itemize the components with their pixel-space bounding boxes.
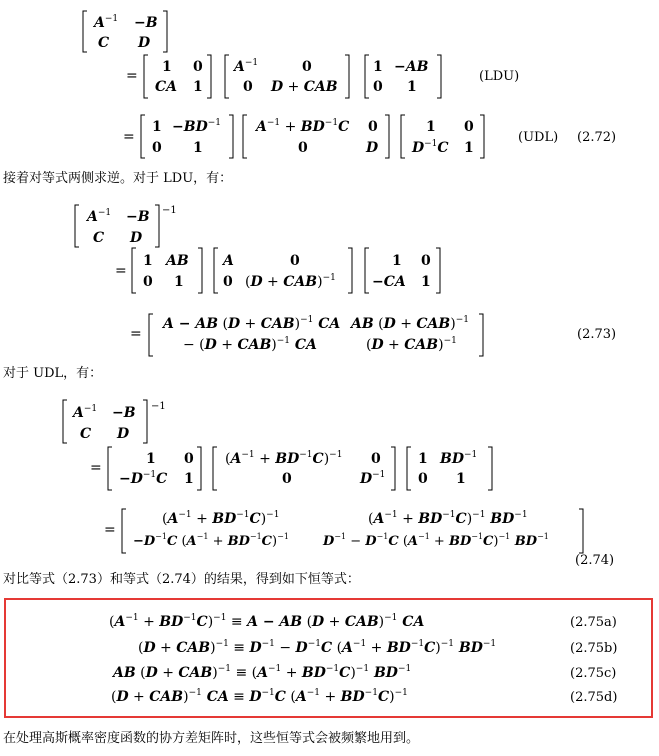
paragraph-udl-intro: 对于 UDL，有： [3, 366, 103, 381]
svg-text:0: 0 [282, 471, 292, 487]
svg-text:−D−1C (A−1 + BD−1C)−1: $-D^{-1}C$ $(A^{-1} + BD^{-1}C)^{-1}$ [133, 532, 289, 549]
svg-text:0: 0 [302, 59, 312, 75]
svg-text:=: = [115, 263, 127, 279]
svg-text:=: = [90, 460, 102, 476]
svg-text:(A−1 + BD−1C)−1: $(A^{-1} + BD^{-1}C)^{-1}$ [162, 510, 280, 527]
svg-text:0: 0 [368, 119, 378, 135]
svg-text:1: 1 [421, 274, 431, 290]
bracket-l [83, 11, 87, 52]
svg-text:A − AB (D + CAB)−1 CA: A − AB (D + CAB)$^{-1}$ CA [163, 315, 341, 332]
svg-text:A−1: $A^{-1}$ [234, 58, 259, 75]
math-token: $A^{-1}$ [94, 14, 119, 31]
svg-text:−BD−1: $-BD^{-1}$ [172, 118, 221, 135]
svg-text:−B: −B [112, 405, 136, 421]
svg-text:−B: −B [126, 209, 150, 225]
svg-text:D: D [366, 140, 379, 156]
svg-text:−AB: −AB [394, 59, 429, 75]
svg-text:A: A [223, 253, 234, 269]
tag-eq-2-74: (2.74) [575, 553, 615, 568]
svg-text:0: 0 [371, 451, 381, 467]
svg-text:A−1: $A^{-1}$ [87, 208, 112, 225]
svg-text:C: C [80, 426, 92, 442]
svg-text:D−1: $D^{-1}$ [360, 470, 386, 487]
tag-eq-2-72: (2.72) [577, 130, 617, 145]
svg-text:AB (D + CAB)−1 ≡ (A−1 + BD−1C): AB $(D + CAB)^{-1} \equiv (A^{-1} + BD^{-1}C)^{-1}$ $BD^{-1}$ [113, 664, 412, 681]
svg-text:(A−1 + BD−1C)−1 ≡ A − AB (D +: $(A^{-1} + BD^{-1}C)^{-1} \equiv A$ − AB (D + CAB)$^{-1}$ CA [109, 613, 425, 630]
tag-eq-2-75d: (2.75d) [570, 690, 618, 705]
svg-text:AB: AB [166, 253, 189, 269]
svg-text:1: 1 [407, 79, 417, 95]
svg-text:=: = [126, 68, 138, 84]
svg-text:0: 0 [223, 274, 233, 290]
bracket-r [163, 11, 167, 52]
svg-text:0: 0 [418, 471, 428, 487]
svg-text:D: D [138, 35, 151, 51]
svg-text:0: 0 [464, 119, 474, 135]
svg-text:1: 1 [143, 253, 153, 269]
svg-text:D−1 − D−1C (A−1 + BD−1C)−1 BD−: $D^{-1} - D^{-1}C$ $(A^{-1} + BD^{-1}C)^{-1}$ $BD^{-1}$ [323, 532, 549, 549]
svg-text:A−1 + BD−1C: $A^{-1} + BD^{-1}C$ [256, 118, 350, 135]
svg-text:C: C [93, 230, 105, 246]
tag-eq-2-75a: (2.75a) [570, 615, 617, 630]
svg-text:0: 0 [184, 451, 194, 467]
tag-ldu: (LDU) [479, 69, 520, 84]
svg-text:0: 0 [373, 79, 383, 95]
svg-text:0: 0 [193, 59, 203, 75]
svg-text:0: 0 [290, 253, 300, 269]
svg-text:1: 1 [464, 140, 474, 156]
svg-text:D + CAB: D + CAB [271, 79, 338, 95]
svg-text:1: 1 [146, 451, 156, 467]
svg-text:C: C [98, 35, 110, 51]
svg-text:(A−1 + BD−1C)−1: $(A^{-1} + BD^{-1}C)^{-1}$ [225, 450, 343, 467]
svg-text:0: 0 [143, 274, 153, 290]
svg-text:1: 1 [184, 471, 194, 487]
tag-eq-2-73: (2.73) [577, 327, 617, 342]
paragraph-usage-note: 在处理高斯概率密度函数的协方差矩阵时，这些恒等式会被频繁地用到。 [3, 731, 420, 746]
svg-text:A−1: $A^{-1}$ [73, 404, 98, 421]
paragraph-comparison: 对比等式（2.73）和等式（2.74）的结果，得到如下恒等式： [3, 572, 360, 587]
svg-text:1: 1 [174, 274, 184, 290]
svg-text:− (D + CAB)−1 CA: − (D + CAB)$^{-1}$ CA [183, 336, 317, 353]
paragraph-ldu-intro: 接着对等式两侧求逆。对于 LDU，有： [3, 171, 233, 186]
svg-text:(D + CAB)−1 ≡ D−1 − D−1C (A−1: $(D + CAB)^{-1} \equiv D^{-1} - D^{-1}C$ $(A^{-1} + BD^{-1}C)^{-1}$ $BD^{-1}$ [138, 639, 497, 656]
svg-text:=: = [104, 522, 116, 538]
svg-text:(D + CAB)−1 CA ≡ D−1C (A−1 + B: (D + CAB)$^{-1}$ CA ≡ $D^{-1}C$ $(A^{-1} + BD^{-1}C)^{-1}$ [111, 688, 408, 705]
svg-text:1: 1 [426, 119, 436, 135]
svg-text:0: 0 [152, 140, 162, 156]
svg-text:0: 0 [243, 79, 253, 95]
svg-text:D: D [117, 426, 130, 442]
svg-text:=: = [123, 129, 135, 145]
svg-text:0: 0 [298, 140, 308, 156]
svg-text:1: 1 [193, 79, 203, 95]
svg-text:BD−1: $BD^{-1}$ [440, 450, 478, 467]
svg-text:1: 1 [162, 59, 172, 75]
svg-text:0: 0 [421, 253, 431, 269]
svg-text:(D + CAB)−1: (D + CAB)$^{-1}$ [245, 273, 336, 290]
svg-text:−1: −1 [151, 401, 166, 412]
svg-text:CA: CA [155, 79, 178, 95]
svg-text:(D + CAB)−1: (D + CAB)$^{-1}$ [366, 336, 457, 353]
svg-text:=: = [130, 326, 142, 342]
svg-text:1: 1 [418, 451, 428, 467]
tag-udl: (UDL) [518, 130, 559, 145]
svg-text:1: 1 [373, 59, 383, 75]
svg-text:−1: −1 [162, 205, 177, 216]
svg-text:−D−1C: $-D^{-1}C$ [119, 470, 168, 487]
svg-text:(A−1 + BD−1C)−1 BD−1: $(A^{-1} + BD^{-1}C)^{-1}$ $BD^{-1}$ [368, 510, 528, 527]
svg-text:−CA: −CA [372, 274, 406, 290]
svg-text:D: D [130, 230, 143, 246]
svg-text:1: 1 [456, 471, 466, 487]
svg-text:1: 1 [152, 119, 162, 135]
svg-text:AB (D + CAB)−1: AB (D + CAB)$^{-1}$ [351, 315, 469, 332]
svg-text:−B: −B [134, 15, 158, 31]
svg-text:1: 1 [392, 253, 402, 269]
tag-eq-2-75c: (2.75c) [570, 666, 617, 681]
svg-text:1: 1 [193, 140, 203, 156]
svg-text:D−1C: $D^{-1}C$ [412, 139, 449, 156]
tag-eq-2-75b: (2.75b) [570, 641, 618, 656]
